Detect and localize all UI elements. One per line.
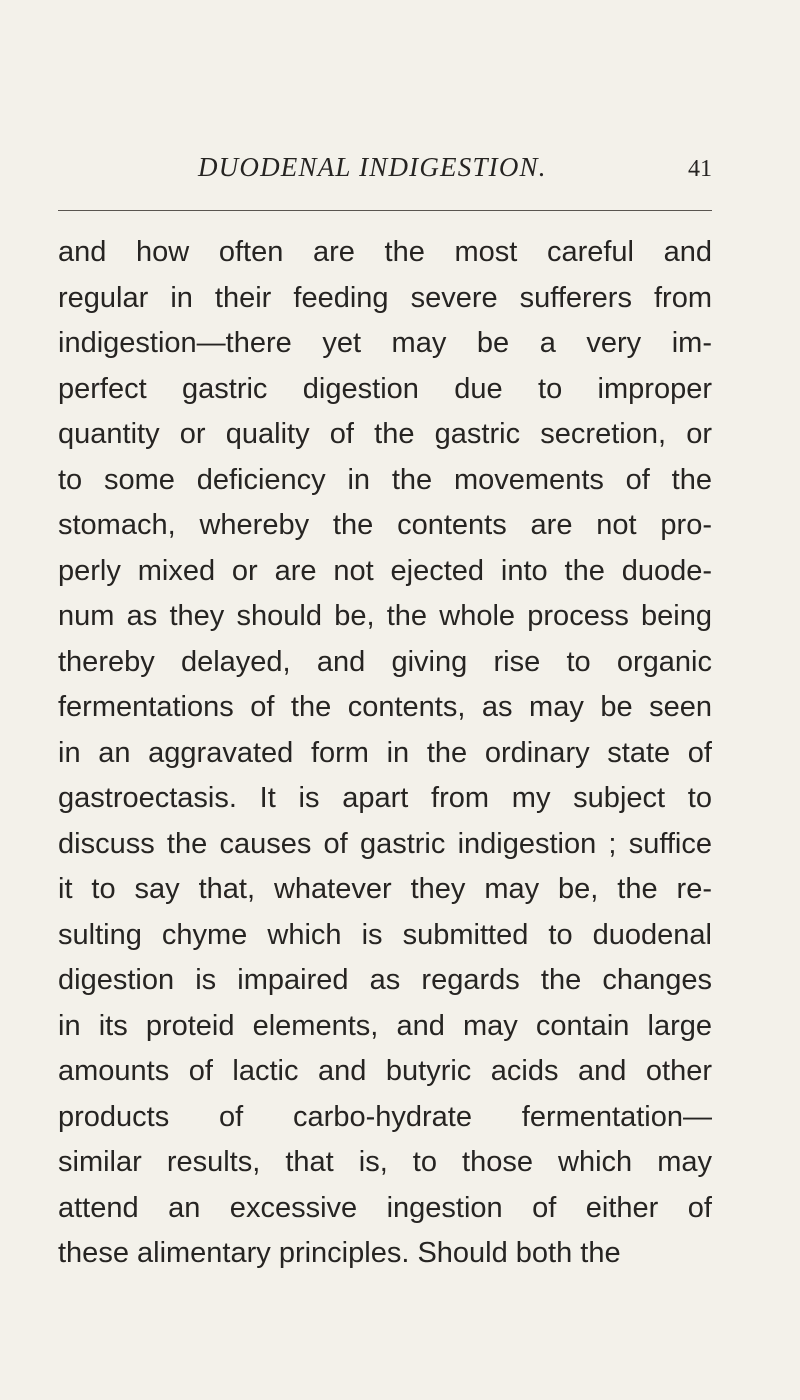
text-line: and how often are the most careful and — [58, 236, 712, 268]
text-line: fermentations of the contents, as may be seen — [58, 691, 712, 723]
text-line: amounts of lactic and butyric acids and other — [58, 1055, 712, 1087]
text-line: quantity or quality of the gastric secretion, or — [58, 418, 712, 450]
text-line: attend an excessive ingestion of either of — [58, 1191, 712, 1224]
text-line: thereby delayed, and giving rise to organic — [58, 645, 712, 678]
text-line: discuss the causes of gastric indigestion ; suffice — [58, 827, 712, 860]
text-line: num as they should be, the whole process being — [58, 600, 712, 632]
text-line: regular in their feeding severe sufferers from — [58, 281, 712, 314]
text-line: it to say that, whatever they may be, the re- — [58, 873, 712, 905]
body-text — [58, 230, 712, 1277]
text-line: digestion is impaired as regards the changes — [58, 964, 712, 996]
text-line: indigestion—there yet may be a very im- — [58, 327, 712, 359]
running-title: DUODENAL INDIGESTION. — [198, 152, 547, 182]
running-head — [58, 152, 712, 202]
text-line: stomach, whereby the contents are not pro- — [58, 509, 712, 541]
text-line: products of carbo-hydrate fermentation— — [58, 1100, 712, 1133]
text-line: gastroectasis. It is apart from my subject to — [58, 782, 712, 814]
header-rule — [58, 210, 712, 211]
text-line: in an aggravated form in the ordinary state of — [58, 736, 712, 769]
text-line: perfect gastric digestion due to improper — [58, 372, 712, 405]
text-line: these alimentary principles. Should both the — [58, 1237, 621, 1269]
text-line: in its proteid elements, and may contain large — [58, 1009, 712, 1042]
page-number: 41 — [688, 156, 712, 182]
text-line: perly mixed or are not ejected into the duode- — [58, 554, 712, 587]
text-line: sulting chyme which is submitted to duodenal — [58, 918, 712, 951]
text-line: similar results, that is, to those which may — [58, 1146, 712, 1178]
text-line: to some deficiency in the movements of the — [58, 463, 712, 496]
